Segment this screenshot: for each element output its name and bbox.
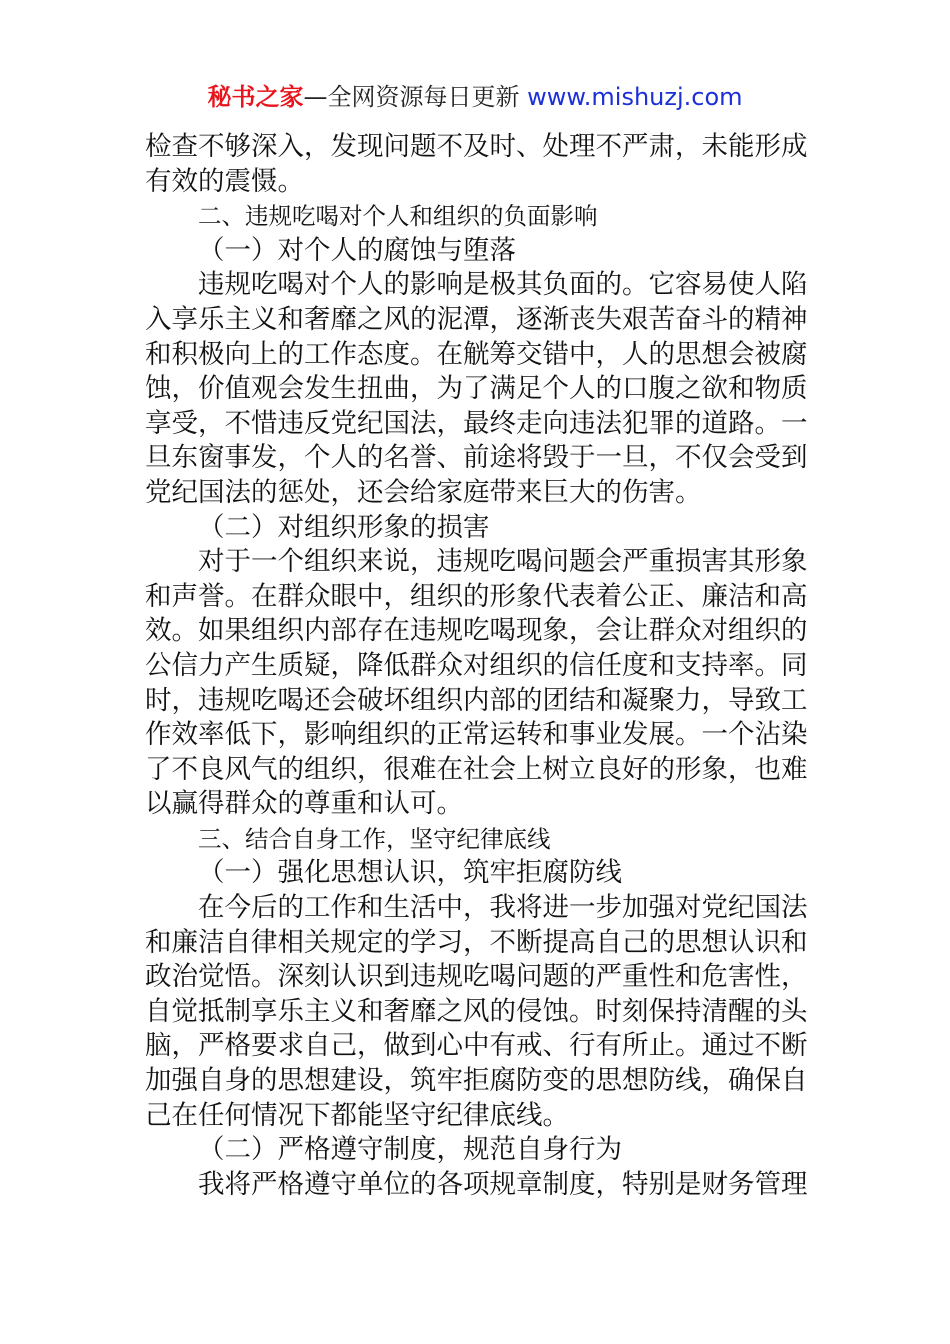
subsection-heading: （二）严格遵守制度，规范自身行为 bbox=[198, 1134, 622, 1166]
section-heading: 二、违规吃喝对个人和组织的负面影响 bbox=[198, 202, 598, 231]
subsection-heading: （二）对组织形象的损害 bbox=[198, 511, 490, 543]
document-body bbox=[145, 130, 810, 1202]
body-paragraph: 在今后的工作和生活中，我将进一步加强对党纪国法和廉洁自律相关规定的学习，不断提高自己的思想认识和政治觉悟。深刻认识到违规吃喝问题的严重性和危害性，自觉抵制享乐主义和奢靡之风的侵蚀。时刻保持清醒的头脑，严格要求自己，做到心中有戒、行有所止。通过不断加强自身的思想建设，筑牢拒腐防变的思想防线，确保自己在任何情况下都能坚守纪律底线。 bbox=[145, 892, 808, 1131]
brand-name: 秘书之家 bbox=[207, 83, 304, 111]
site-url-link[interactable]: www.mishuzj.com bbox=[527, 83, 743, 111]
body-paragraph: 我将严格遵守单位的各项规章制度，特别是财务管理 bbox=[198, 1168, 808, 1200]
paragraph-continuation: 检查不够深入，发现问题不及时、处理不严肃，未能形成有效的震慑。 bbox=[145, 131, 808, 197]
header-tagline: —全网资源每日更新 bbox=[303, 83, 520, 111]
subsection-heading: （一）对个人的腐蚀与堕落 bbox=[198, 234, 516, 266]
subsection-heading: （一）强化思想认识，筑牢拒腐防线 bbox=[198, 857, 622, 889]
section-heading: 三、结合自身工作，坚守纪律底线 bbox=[198, 824, 551, 853]
page-header bbox=[0, 80, 950, 114]
body-paragraph: 违规吃喝对个人的影响是极其负面的。它容易使人陷入享乐主义和奢靡之风的泥潭，逐渐丧失艰苦奋斗的精神和积极向上的工作态度。在觥筹交错中，人的思想会被腐蚀，价值观会发生扭曲，为了满足个人的口腹之欲和物质享受，不惜违反党纪国法，最终走向违法犯罪的道路。一旦东窗事发，个人的名誉、前途将毁于一旦，不仅会受到党纪国法的惩处，还会给家庭带来巨大的伤害。 bbox=[145, 269, 808, 508]
body-paragraph: 对于一个组织来说，违规吃喝问题会严重损害其形象和声誉。在群众眼中，组织的形象代表着公正、廉洁和高效。如果组织内部存在违规吃喝现象，会让群众对组织的公信力产生质疑，降低群众对组织的信任度和支持率。同时，违规吃喝还会破坏组织内部的团结和凝聚力，导致工作效率低下，影响组织的正常运转和事业发展。一个沾染了不良风气的组织，很难在社会上树立良好的形象，也难以赢得群众的尊重和认可。 bbox=[145, 546, 808, 820]
